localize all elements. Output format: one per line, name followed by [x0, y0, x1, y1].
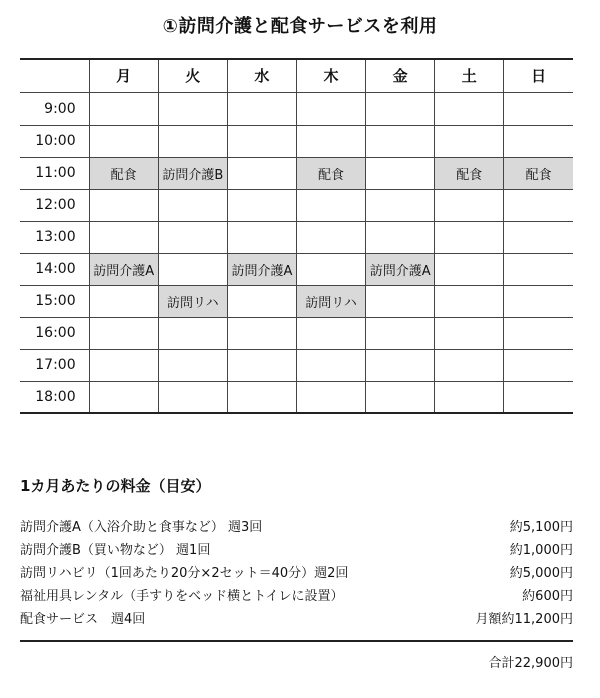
page-title: ①訪問介護と配食サービスを利用 — [162, 16, 438, 37]
schedule-empty-cell — [366, 157, 435, 189]
fee-amount: 約5,000円 — [509, 566, 573, 581]
schedule-row — [20, 285, 573, 317]
schedule-service-cell: 配食 — [504, 157, 573, 189]
schedule-empty-cell — [227, 189, 296, 221]
schedule-empty-cell — [366, 189, 435, 221]
time-slot-label: 18:00 — [20, 381, 89, 413]
time-slot-label: 12:00 — [20, 189, 89, 221]
schedule-empty-cell — [158, 381, 227, 413]
fee-label: 福祉用具レンタル（手すりをベッド横とトイレに設置） — [20, 589, 344, 604]
total-divider — [20, 640, 573, 642]
schedule-empty-cell — [158, 221, 227, 253]
schedule-empty-cell — [504, 253, 573, 285]
schedule-row — [20, 349, 573, 381]
schedule-empty-cell — [435, 125, 504, 157]
schedule-empty-cell — [504, 92, 573, 125]
schedule-empty-cell — [366, 349, 435, 381]
schedule-empty-cell — [504, 381, 573, 413]
schedule-empty-cell — [89, 381, 158, 413]
schedule-empty-cell — [366, 221, 435, 253]
schedule-empty-cell — [227, 92, 296, 125]
fee-row-equipment-rental — [20, 583, 573, 606]
schedule-empty-cell — [227, 381, 296, 413]
schedule-empty-cell — [158, 349, 227, 381]
schedule-empty-cell — [227, 157, 296, 189]
schedule-empty-cell — [435, 221, 504, 253]
schedule-service-cell: 訪問リハ — [297, 285, 366, 317]
schedule-empty-cell — [435, 253, 504, 285]
schedule-service-cell: 配食 — [435, 157, 504, 189]
schedule-service-cell: 配食 — [297, 157, 366, 189]
schedule-row — [20, 125, 573, 157]
schedule-service-cell: 訪問介護A — [89, 253, 158, 285]
time-column-header — [20, 59, 89, 92]
fee-amount: 約1,000円 — [509, 543, 573, 558]
time-slot-label: 9:00 — [20, 92, 89, 125]
fee-label: 訪問介護B（買い物など） 週1回 — [20, 543, 211, 558]
schedule-empty-cell — [504, 125, 573, 157]
time-slot-label: 16:00 — [20, 317, 89, 349]
schedule-empty-cell — [297, 125, 366, 157]
time-slot-label: 14:00 — [20, 253, 89, 285]
schedule-empty-cell — [158, 317, 227, 349]
fee-amount: 月額約11,200円 — [475, 612, 573, 627]
schedule-empty-cell — [89, 221, 158, 253]
schedule-row — [20, 253, 573, 285]
schedule-empty-cell — [297, 92, 366, 125]
schedule-empty-cell — [504, 189, 573, 221]
schedule-empty-cell — [435, 92, 504, 125]
schedule-empty-cell — [435, 381, 504, 413]
fee-list — [20, 514, 573, 629]
day-header-mon: 月 — [89, 59, 158, 92]
fee-row-meal-service — [20, 606, 573, 629]
schedule-empty-cell — [158, 253, 227, 285]
fee-row-home-rehab — [20, 560, 573, 583]
schedule-service-cell: 訪問介護A — [227, 253, 296, 285]
schedule-row — [20, 157, 573, 189]
schedule-empty-cell — [158, 92, 227, 125]
fee-row-home-care-b — [20, 537, 573, 560]
fee-label: 訪問リハビリ（1回あたり20分×2セット＝40分）週2回 — [20, 566, 349, 581]
schedule-row — [20, 221, 573, 253]
day-header-wed: 水 — [227, 59, 296, 92]
fee-row-home-care-a — [20, 514, 573, 537]
schedule-empty-cell — [89, 189, 158, 221]
day-header-sat: 土 — [435, 59, 504, 92]
schedule-row — [20, 92, 573, 125]
time-slot-label: 10:00 — [20, 125, 89, 157]
schedule-empty-cell — [366, 125, 435, 157]
schedule-empty-cell — [158, 125, 227, 157]
day-header-tue: 火 — [158, 59, 227, 92]
schedule-empty-cell — [227, 317, 296, 349]
schedule-empty-cell — [227, 221, 296, 253]
schedule-empty-cell — [297, 189, 366, 221]
schedule-empty-cell — [227, 285, 296, 317]
schedule-empty-cell — [366, 317, 435, 349]
schedule-service-cell: 訪問介護A — [366, 253, 435, 285]
time-slot-label: 15:00 — [20, 285, 89, 317]
schedule-empty-cell — [227, 349, 296, 381]
schedule-empty-cell — [435, 189, 504, 221]
fee-total: 合計22,900円 — [488, 656, 573, 671]
schedule-empty-cell — [504, 221, 573, 253]
fee-amount: 約600円 — [522, 589, 573, 604]
schedule-empty-cell — [89, 125, 158, 157]
schedule-empty-cell — [89, 317, 158, 349]
schedule-empty-cell — [435, 285, 504, 317]
schedule-service-cell: 訪問リハ — [158, 285, 227, 317]
fees-heading: 1カ月あたりの料金（目安） — [20, 477, 211, 495]
day-header-thu: 木 — [297, 59, 366, 92]
fee-amount: 約5,100円 — [509, 520, 573, 535]
weekly-schedule-table — [20, 58, 573, 414]
schedule-empty-cell — [504, 285, 573, 317]
schedule-empty-cell — [435, 349, 504, 381]
schedule-empty-cell — [227, 125, 296, 157]
schedule-empty-cell — [297, 381, 366, 413]
schedule-empty-cell — [297, 253, 366, 285]
schedule-empty-cell — [435, 317, 504, 349]
fee-label: 配食サービス 週4回 — [20, 612, 146, 627]
schedule-empty-cell — [89, 92, 158, 125]
schedule-empty-cell — [89, 285, 158, 317]
day-header-fri: 金 — [366, 59, 435, 92]
day-header-sun: 日 — [504, 59, 573, 92]
schedule-empty-cell — [297, 221, 366, 253]
time-slot-label: 17:00 — [20, 349, 89, 381]
time-slot-label: 13:00 — [20, 221, 89, 253]
schedule-row — [20, 317, 573, 349]
schedule-empty-cell — [297, 317, 366, 349]
schedule-service-cell: 訪問介護B — [158, 157, 227, 189]
schedule-empty-cell — [504, 317, 573, 349]
schedule-row — [20, 189, 573, 221]
schedule-empty-cell — [504, 349, 573, 381]
fee-label: 訪問介護A（入浴介助と食事など） 週3回 — [20, 520, 263, 535]
schedule-header-row — [20, 59, 573, 92]
schedule-service-cell: 配食 — [89, 157, 158, 189]
schedule-empty-cell — [89, 349, 158, 381]
schedule-empty-cell — [366, 381, 435, 413]
schedule-row — [20, 381, 573, 413]
schedule-empty-cell — [366, 285, 435, 317]
schedule-empty-cell — [366, 92, 435, 125]
schedule-empty-cell — [297, 349, 366, 381]
time-slot-label: 11:00 — [20, 157, 89, 189]
schedule-empty-cell — [158, 189, 227, 221]
